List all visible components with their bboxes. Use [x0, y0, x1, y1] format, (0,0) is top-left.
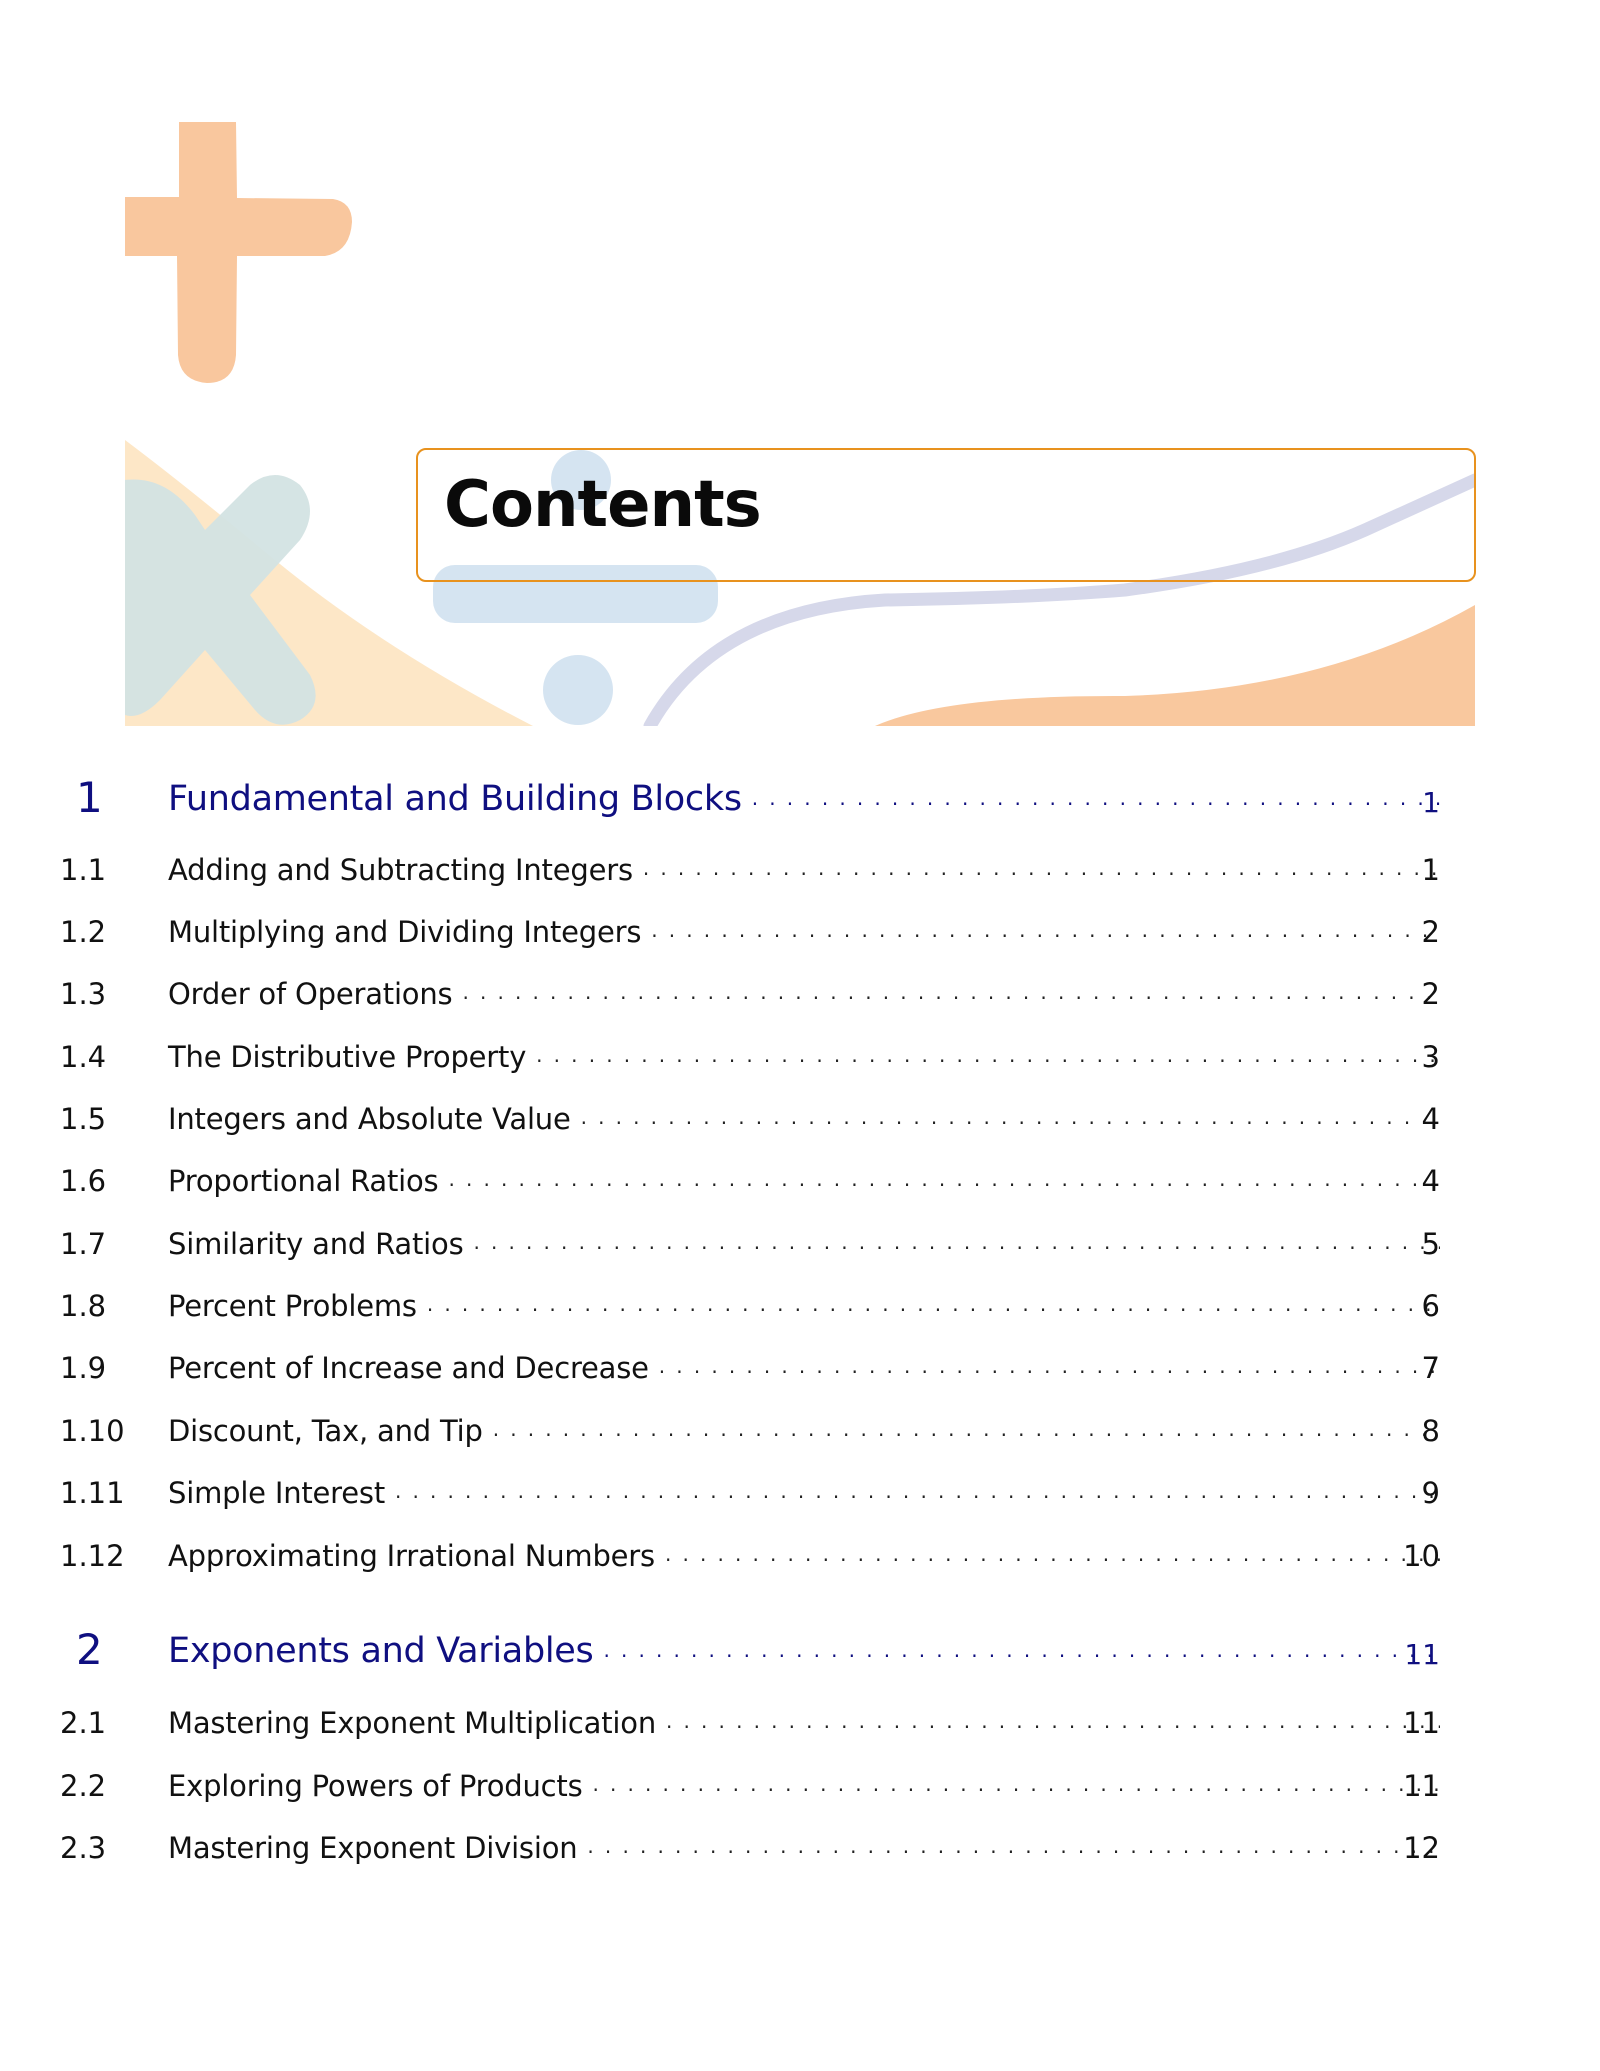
- section-number: 1.12: [60, 1539, 125, 1573]
- dot-leader: [752, 790, 1440, 810]
- division-dot-bottom: [543, 655, 613, 725]
- section-title: Mastering Exponent Multiplication: [168, 1706, 666, 1740]
- section-page-number: 9: [1421, 1476, 1440, 1510]
- chapter-title: Exponents and Variables: [168, 1631, 603, 1671]
- section-page-number: 11: [1403, 1769, 1440, 1803]
- dot-leader: [659, 1358, 1440, 1378]
- section-title: Similarity and Ratios: [168, 1227, 473, 1261]
- section-page-number: 8: [1421, 1414, 1440, 1448]
- section-title: Mastering Exponent Division: [168, 1831, 587, 1865]
- dot-leader: [651, 922, 1440, 942]
- section-page-number: 12: [1403, 1831, 1440, 1865]
- section-page-number: 2: [1421, 977, 1440, 1011]
- section-number: 1.1: [60, 853, 107, 887]
- dot-leader: [536, 1047, 1440, 1067]
- chapter-number: 1: [76, 773, 103, 822]
- section-title: Adding and Subtracting Integers: [168, 853, 643, 887]
- section-title: Proportional Ratios: [168, 1164, 448, 1198]
- dot-leader: [666, 1713, 1440, 1733]
- section-title: Integers and Absolute Value: [168, 1102, 581, 1136]
- section-title: Multiplying and Dividing Integers: [168, 915, 651, 949]
- section-number: 2.1: [60, 1706, 107, 1740]
- section-number: 1.10: [60, 1414, 125, 1448]
- dot-leader: [493, 1421, 1440, 1441]
- section-title: Order of Operations: [168, 977, 462, 1011]
- chapter-page-number: 11: [1404, 1638, 1440, 1671]
- orange-wave-shape: [875, 605, 1475, 726]
- section-number: 1.4: [60, 1040, 107, 1074]
- section-number: 1.9: [60, 1351, 107, 1385]
- section-page-number: 3: [1421, 1040, 1440, 1074]
- section-number: 1.3: [60, 977, 107, 1011]
- section-title: Approximating Irrational Numbers: [168, 1539, 665, 1573]
- section-page-number: 10: [1403, 1539, 1440, 1573]
- section-title: The Distributive Property: [168, 1040, 536, 1074]
- dot-leader: [587, 1838, 1440, 1858]
- section-number: 2.2: [60, 1769, 107, 1803]
- section-page-number: 1: [1421, 853, 1440, 887]
- dot-leader: [427, 1296, 1440, 1316]
- dot-leader: [603, 1642, 1440, 1662]
- section-title: Percent of Increase and Decrease: [168, 1351, 659, 1385]
- page-title: Contents: [444, 468, 761, 542]
- section-page-number: 7: [1421, 1351, 1440, 1385]
- chapter-title: Fundamental and Building Blocks: [168, 779, 752, 819]
- section-page-number: 4: [1421, 1164, 1440, 1198]
- dot-leader: [665, 1546, 1440, 1566]
- dot-leader: [473, 1234, 1440, 1254]
- chapter-number: 2: [76, 1625, 103, 1674]
- dot-leader: [643, 860, 1440, 880]
- dot-leader: [581, 1109, 1440, 1129]
- section-number: 1.6: [60, 1164, 107, 1198]
- dot-leader: [395, 1483, 1440, 1503]
- contents-title-box: [416, 448, 1476, 582]
- section-page-number: 4: [1421, 1102, 1440, 1136]
- section-page-number: 2: [1421, 915, 1440, 949]
- section-number: 2.3: [60, 1831, 107, 1865]
- section-page-number: 11: [1403, 1706, 1440, 1740]
- dot-leader: [462, 984, 1440, 1004]
- dot-leader: [448, 1171, 1440, 1191]
- section-title: Percent Problems: [168, 1289, 427, 1323]
- chapter-page-number: 1: [1422, 786, 1440, 819]
- section-title: Exploring Powers of Products: [168, 1769, 592, 1803]
- section-page-number: 6: [1421, 1289, 1440, 1323]
- section-title: Simple Interest: [168, 1476, 395, 1510]
- section-number: 1.8: [60, 1289, 107, 1323]
- section-number: 1.5: [60, 1102, 107, 1136]
- dot-leader: [592, 1776, 1440, 1796]
- section-page-number: 5: [1421, 1227, 1440, 1261]
- section-number: 1.2: [60, 915, 107, 949]
- section-number: 1.11: [60, 1476, 125, 1510]
- section-title: Discount, Tax, and Tip: [168, 1414, 493, 1448]
- section-number: 1.7: [60, 1227, 107, 1261]
